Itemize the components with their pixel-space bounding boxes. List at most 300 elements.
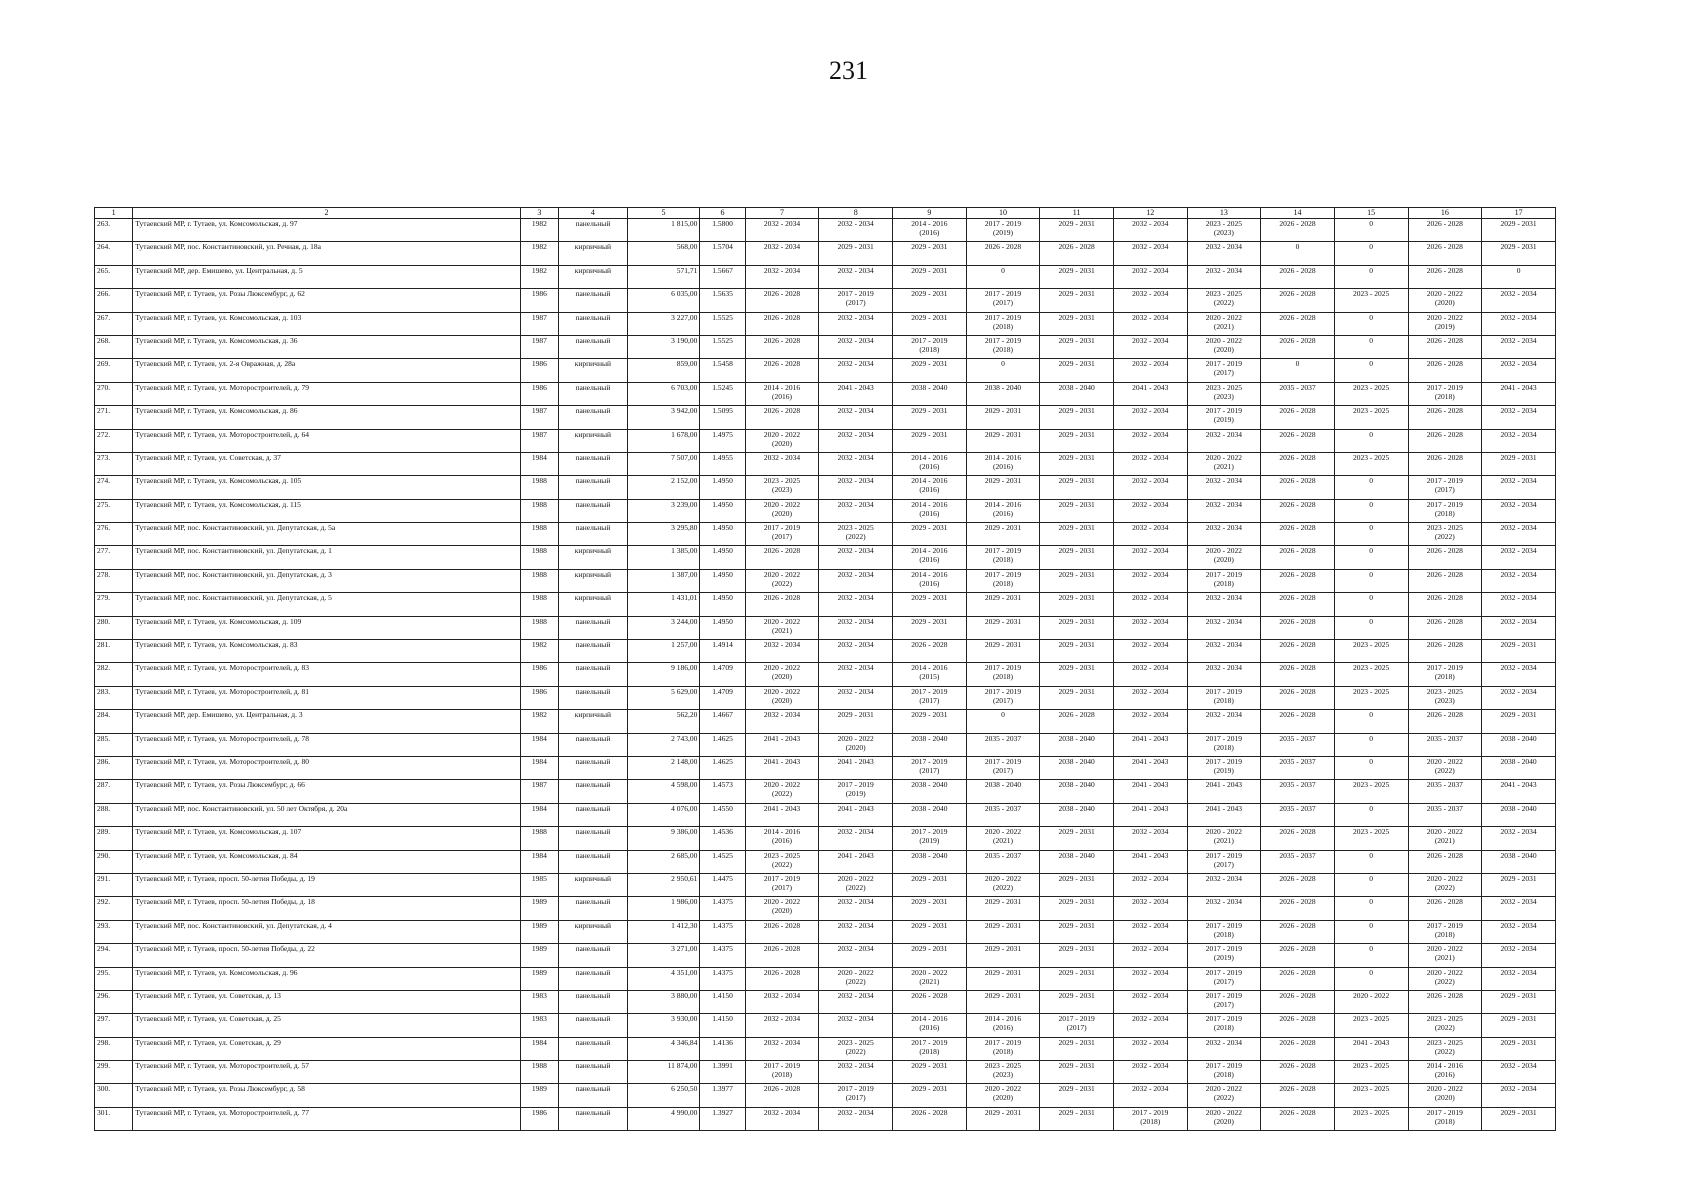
table-cell: 2026 - 2028 [893,1107,967,1130]
table-cell: 2029 - 2031 [1040,476,1114,499]
table-cell: 2020 - 2022 (2022) [819,873,893,896]
column-header: 7 [745,208,819,219]
table-cell: 2017 - 2019 (2018) [966,569,1040,592]
table-cell: 2029 - 2031 [966,967,1040,990]
table-cell: 2020 - 2022 (2020) [819,733,893,756]
table-cell: 2035 - 2037 [1408,803,1482,826]
table-cell: 1986 [520,382,558,405]
table-cell: Тутаевский МР, г. Тутаев, ул. Розы Люксембург, д. 58 [133,1084,520,1107]
table-cell: Тутаевский МР, г. Тутаев, ул. Комсомольская, д. 84 [133,850,520,873]
table-cell: 2017 - 2019 (2018) [1187,686,1261,709]
table-cell: 2029 - 2031 [1040,944,1114,967]
table-row [95,990,1556,1013]
column-header: 4 [559,208,628,219]
table-cell: 2026 - 2028 [893,640,967,663]
table-cell: 2020 - 2022 (2021) [1187,312,1261,335]
table-cell: 1.3977 [700,1084,745,1107]
table-cell: 293. [95,920,133,943]
table-cell: 2026 - 2028 [1040,242,1114,265]
table-cell: 2035 - 2037 [1261,382,1335,405]
table-row [95,944,1556,967]
table-cell: 2029 - 2031 [1482,873,1556,896]
table-cell: 2014 - 2016 (2016) [966,1014,1040,1037]
table-cell: 2023 - 2025 [1334,1014,1408,1037]
table-cell: 0 [1334,523,1408,546]
table-cell: 0 [1334,429,1408,452]
table-cell: 2029 - 2031 [893,616,967,639]
table-cell: 2026 - 2028 [1408,710,1482,733]
table-cell: 2017 - 2019 (2018) [966,546,1040,569]
table-cell: 2017 - 2019 (2017) [745,873,819,896]
column-header: 3 [520,208,558,219]
table-cell: 2020 - 2022 (2022) [1187,1084,1261,1107]
table-cell: 2038 - 2040 [1482,803,1556,826]
table-cell: 1987 [520,335,558,358]
table-cell: 0 [1334,242,1408,265]
table-cell: 0 [1334,476,1408,499]
table-row [95,756,1556,779]
table-cell: 1.4375 [700,944,745,967]
table-cell: 2020 - 2022 (2020) [966,1084,1040,1107]
table-cell: 299. [95,1061,133,1084]
table-cell: 2017 - 2019 (2019) [1187,756,1261,779]
table-cell: 2026 - 2028 [1040,710,1114,733]
table-cell: 2032 - 2034 [1113,640,1187,663]
table-cell: 2029 - 2031 [966,616,1040,639]
table-cell: 2032 - 2034 [1187,499,1261,522]
table-cell: 4 076,00 [627,803,700,826]
table-cell: 2029 - 2031 [819,710,893,733]
table-cell: 2029 - 2031 [893,1084,967,1107]
table-cell: 2032 - 2034 [1113,944,1187,967]
table-cell: 278. [95,569,133,592]
table-cell: 2017 - 2019 (2018) [1187,569,1261,592]
table-cell: 2017 - 2019 (2018) [966,1037,1040,1060]
table-cell: 2041 - 2043 [1482,780,1556,803]
table-cell: 2017 - 2019 (2017) [1187,990,1261,1013]
table-cell: 270. [95,382,133,405]
table-cell: 2026 - 2028 [966,242,1040,265]
table-row [95,265,1556,288]
table-cell: 2032 - 2034 [1187,616,1261,639]
column-header: 5 [627,208,700,219]
table-row [95,593,1556,616]
table-cell: 2017 - 2019 (2018) [966,663,1040,686]
table-cell: 2026 - 2028 [1408,546,1482,569]
table-cell: кирпичный [559,710,628,733]
table-cell: 2026 - 2028 [1261,523,1335,546]
table-cell: 2014 - 2016 (2016) [745,827,819,850]
table-cell: 280. [95,616,133,639]
table-cell: 2032 - 2034 [1113,289,1187,312]
table-cell: 2032 - 2034 [1113,873,1187,896]
table-cell: 291. [95,873,133,896]
table-cell: панельный [559,312,628,335]
table-cell: 3 942,00 [627,406,700,429]
table-cell: 2032 - 2034 [1482,476,1556,499]
table-cell: 1986 [520,663,558,686]
table-cell: 2032 - 2034 [1482,897,1556,920]
table-cell: 2032 - 2034 [1187,523,1261,546]
table-cell: 0 [1334,546,1408,569]
table-row [95,780,1556,803]
table-cell: 2020 - 2022 (2020) [745,499,819,522]
table-cell: 2029 - 2031 [893,1061,967,1084]
table-cell: 2017 - 2019 (2018) [966,335,1040,358]
table-cell: панельный [559,219,628,242]
table-cell: 2041 - 2043 [819,382,893,405]
housing-register-table [94,207,1556,1131]
table-cell: 1.4667 [700,710,745,733]
table-cell: 2029 - 2031 [1040,1037,1114,1060]
table-cell: 2026 - 2028 [745,944,819,967]
table-cell: Тутаевский МР, пос. Константиновский, ул. 50 лет Октября, д. 20а [133,803,520,826]
table-cell: 2026 - 2028 [1408,850,1482,873]
table-cell: 2026 - 2028 [1408,335,1482,358]
table-row [95,382,1556,405]
table-cell: 2029 - 2031 [1040,827,1114,850]
table-cell: Тутаевский МР, г. Тутаев, ул. 2-я Овражная, д. 28а [133,359,520,382]
table-cell: 2032 - 2034 [1482,359,1556,382]
table-cell: Тутаевский МР, г. Тутаев, ул. Советская, д. 37 [133,452,520,475]
table-cell: 2041 - 2043 [1113,733,1187,756]
table-cell: 0 [966,265,1040,288]
table-cell: 1.4625 [700,733,745,756]
table-cell: 2032 - 2034 [819,1061,893,1084]
table-cell: 2017 - 2019 (2017) [1187,359,1261,382]
table-cell: 2017 - 2019 (2018) [1187,733,1261,756]
table-cell: 277. [95,546,133,569]
table-cell: 2032 - 2034 [1113,1061,1187,1084]
table-cell: 2032 - 2034 [1113,593,1187,616]
table-cell: 279. [95,593,133,616]
table-cell: 2032 - 2034 [1113,967,1187,990]
table-cell: 2023 - 2025 (2022) [1408,523,1482,546]
table-cell: 2035 - 2037 [1261,756,1335,779]
table-cell: 2017 - 2019 (2018) [1187,920,1261,943]
table-cell: 2029 - 2031 [1040,335,1114,358]
table-cell: 2032 - 2034 [819,593,893,616]
table-cell: 2029 - 2031 [1040,920,1114,943]
table-cell: 2 152,00 [627,476,700,499]
table-cell: 2020 - 2022 (2020) [1187,546,1261,569]
table-cell: 2017 - 2019 (2019) [1187,406,1261,429]
table-cell: 2032 - 2034 [745,1037,819,1060]
table-cell: 2032 - 2034 [819,1107,893,1130]
table-cell: 2026 - 2028 [1261,990,1335,1013]
table-cell: 2029 - 2031 [1040,569,1114,592]
table-cell: 2041 - 2043 [1113,850,1187,873]
table-cell: 1988 [520,476,558,499]
table-cell: 2041 - 2043 [819,756,893,779]
table-cell: 2 685,00 [627,850,700,873]
table-cell: 1987 [520,312,558,335]
table-cell: 0 [1334,967,1408,990]
table-cell: 1.4950 [700,476,745,499]
table-cell: 2026 - 2028 [1261,335,1335,358]
table-cell: 2023 - 2025 (2022) [745,850,819,873]
table-cell: 2026 - 2028 [1261,499,1335,522]
table-cell: 0 [966,359,1040,382]
table-cell: 2026 - 2028 [1261,593,1335,616]
table-cell: 2032 - 2034 [1482,944,1556,967]
table-cell: 2032 - 2034 [1113,242,1187,265]
table-cell: 0 [1334,499,1408,522]
table-cell: 2029 - 2031 [966,476,1040,499]
table-cell: 1982 [520,242,558,265]
table-cell: 2035 - 2037 [966,803,1040,826]
table-cell: 2026 - 2028 [1261,1107,1335,1130]
table-cell: 2032 - 2034 [1113,827,1187,850]
table-cell: 2032 - 2034 [819,827,893,850]
table-cell: 2029 - 2031 [1040,1061,1114,1084]
table-cell: 2032 - 2034 [1187,242,1261,265]
table-cell: 2023 - 2025 (2022) [819,1037,893,1060]
table-cell: 1985 [520,873,558,896]
table-cell: 2038 - 2040 [966,780,1040,803]
table-cell: 1 678,00 [627,429,700,452]
table-cell: 2014 - 2016 (2016) [966,499,1040,522]
table-cell: 2029 - 2031 [893,312,967,335]
table-cell: 2023 - 2025 (2023) [1187,219,1261,242]
table-cell: 2032 - 2034 [745,1107,819,1130]
table-cell: 2026 - 2028 [745,312,819,335]
table-cell: Тутаевский МР, г. Тутаев, ул. Комсомольская, д. 103 [133,312,520,335]
table-row [95,803,1556,826]
table-cell: 2032 - 2034 [1482,335,1556,358]
table-cell: 282. [95,663,133,686]
table-cell: 297. [95,1014,133,1037]
table-cell: 2023 - 2025 [1334,1107,1408,1130]
table-cell: 2029 - 2031 [893,242,967,265]
table-cell: 2029 - 2031 [1040,359,1114,382]
table-cell: 273. [95,452,133,475]
table-cell: Тутаевский МР, пос. Константиновский, ул. Депутатская, д. 5 [133,593,520,616]
table-cell: Тутаевский МР, г. Тутаев, просп. 50-летия Победы, д. 18 [133,897,520,920]
table-cell: 6 703,00 [627,382,700,405]
table-cell: 2026 - 2028 [1261,710,1335,733]
table-cell: 2032 - 2034 [819,663,893,686]
table-cell: 0 [1261,242,1335,265]
column-header: 8 [819,208,893,219]
table-cell: 2023 - 2025 [1334,663,1408,686]
table-cell: 2020 - 2022 (2020) [745,897,819,920]
table-cell: 2038 - 2040 [966,382,1040,405]
table-cell: 2032 - 2034 [745,990,819,1013]
table-cell: 2038 - 2040 [1040,780,1114,803]
table-row [95,476,1556,499]
table-cell: 2032 - 2034 [1482,827,1556,850]
table-cell: 3 227,00 [627,312,700,335]
table-cell: 1.4950 [700,523,745,546]
table-cell: 2026 - 2028 [1261,616,1335,639]
table-cell: 1.4950 [700,616,745,639]
table-cell: 2029 - 2031 [893,897,967,920]
table-cell: 2041 - 2043 [1187,803,1261,826]
table-cell: 2029 - 2031 [893,359,967,382]
table-cell: 290. [95,850,133,873]
table-cell: 0 [1334,593,1408,616]
table-cell: 2026 - 2028 [1408,640,1482,663]
table-cell: 1984 [520,1037,558,1060]
table-cell: 2029 - 2031 [1040,640,1114,663]
table-cell: 2029 - 2031 [966,944,1040,967]
table-cell: панельный [559,616,628,639]
table-cell: 1.4950 [700,499,745,522]
table-row [95,569,1556,592]
table-cell: 0 [966,710,1040,733]
table-cell: 2032 - 2034 [819,920,893,943]
table-cell: 2029 - 2031 [1040,452,1114,475]
table-cell: кирпичный [559,359,628,382]
table-cell: 0 [1334,803,1408,826]
table-cell: 284. [95,710,133,733]
table-cell: 2029 - 2031 [1040,616,1114,639]
table-cell: 2026 - 2028 [745,359,819,382]
column-header: 16 [1408,208,1482,219]
table-cell: 263. [95,219,133,242]
table-cell: 1988 [520,569,558,592]
table-cell: 2020 - 2022 (2022) [1408,756,1482,779]
table-cell: 2026 - 2028 [745,289,819,312]
table-cell: 1986 [520,289,558,312]
table-cell: 1.4950 [700,546,745,569]
table-row [95,873,1556,896]
table-cell: 1982 [520,219,558,242]
table-cell: 2026 - 2028 [1408,406,1482,429]
table-cell: 1.4709 [700,663,745,686]
table-cell: 2017 - 2019 (2017) [819,1084,893,1107]
table-cell: 2026 - 2028 [1261,289,1335,312]
table-cell: панельный [559,780,628,803]
table-cell: кирпичный [559,242,628,265]
table-cell: 1989 [520,920,558,943]
table-cell: 266. [95,289,133,312]
table-cell: 2032 - 2034 [819,359,893,382]
table-cell: 2029 - 2031 [966,593,1040,616]
table-cell: панельный [559,827,628,850]
table-cell: 2026 - 2028 [1261,920,1335,943]
table-cell: 2026 - 2028 [745,335,819,358]
table-cell: 562,20 [627,710,700,733]
table-cell: Тутаевский МР, г. Тутаев, ул. Комсомольская, д. 105 [133,476,520,499]
table-cell: 2041 - 2043 [1187,780,1261,803]
table-cell: 2029 - 2031 [893,523,967,546]
table-cell: панельный [559,756,628,779]
table-cell: 2032 - 2034 [819,476,893,499]
table-cell: 2032 - 2034 [1113,1014,1187,1037]
table-cell: панельный [559,1037,628,1060]
table-row [95,452,1556,475]
table-cell: 2032 - 2034 [1113,452,1187,475]
table-cell: 2035 - 2037 [966,850,1040,873]
table-cell: 2029 - 2031 [1482,452,1556,475]
table-row [95,897,1556,920]
table-body [95,219,1556,1131]
table-cell: 3 880,00 [627,990,700,1013]
table-row [95,733,1556,756]
table-cell: панельный [559,897,628,920]
table-cell: 2017 - 2019 (2018) [1187,1014,1261,1037]
table-cell: 2032 - 2034 [1113,1037,1187,1060]
table-row [95,219,1556,242]
table-cell: панельный [559,990,628,1013]
table-cell: 2029 - 2031 [1482,640,1556,663]
table-cell: 283. [95,686,133,709]
table-cell: 2029 - 2031 [966,920,1040,943]
table-cell: 2017 - 2019 (2018) [893,1037,967,1060]
table-cell: 2032 - 2034 [1187,593,1261,616]
table-cell: 2032 - 2034 [1113,265,1187,288]
table-cell: 2032 - 2034 [819,640,893,663]
table-cell: 1.5525 [700,335,745,358]
table-cell: 2023 - 2025 [1334,1061,1408,1084]
table-cell: панельный [559,452,628,475]
table-cell: 287. [95,780,133,803]
table-cell: 2020 - 2022 (2022) [1408,967,1482,990]
table-cell: 2029 - 2031 [893,289,967,312]
table-cell: 4 990,00 [627,1107,700,1130]
table-cell: 1.4475 [700,873,745,896]
table-cell: 2023 - 2025 (2022) [1408,1037,1482,1060]
table-cell: 2026 - 2028 [1408,242,1482,265]
table-cell: Тутаевский МР, г. Тутаев, ул. Розы Люксембург, д. 62 [133,289,520,312]
table-cell: 2026 - 2028 [1261,686,1335,709]
table-cell: 2032 - 2034 [1187,640,1261,663]
table-cell: 1989 [520,967,558,990]
table-cell: Тутаевский МР, г. Тутаев, ул. Розы Люксембург, д. 66 [133,780,520,803]
table-cell: 271. [95,406,133,429]
table-cell: 276. [95,523,133,546]
table-cell: 2029 - 2031 [966,406,1040,429]
table-cell: 2014 - 2016 (2015) [893,663,967,686]
table-cell: панельный [559,944,628,967]
table-cell: 1 385,00 [627,546,700,569]
table-cell: 2026 - 2028 [1261,312,1335,335]
table-cell: 2029 - 2031 [1040,219,1114,242]
table-cell: Тутаевский МР, дер. Емишево, ул. Центральная, д. 3 [133,710,520,733]
table-cell: 294. [95,944,133,967]
table-cell: 2041 - 2043 [819,850,893,873]
table-cell: 1989 [520,897,558,920]
table-cell: 2032 - 2034 [819,499,893,522]
table-cell: 1986 [520,686,558,709]
table-cell: 1.4375 [700,897,745,920]
table-cell: 2032 - 2034 [1482,289,1556,312]
table-cell: 2029 - 2031 [1040,289,1114,312]
table-cell: 2017 - 2019 (2018) [1408,920,1482,943]
table-cell: 2026 - 2028 [1408,990,1482,1013]
table-cell: 2032 - 2034 [819,944,893,967]
table-cell: 2017 - 2019 (2019) [819,780,893,803]
table-cell: 0 [1334,710,1408,733]
table-cell: 2032 - 2034 [1482,616,1556,639]
table-cell: 2023 - 2025 (2023) [1408,686,1482,709]
table-cell: 0 [1334,312,1408,335]
column-header: 2 [133,208,520,219]
table-cell: 2026 - 2028 [1408,593,1482,616]
table-cell: 2017 - 2019 (2019) [893,827,967,850]
table-cell: 2032 - 2034 [819,616,893,639]
table-cell: 1.5458 [700,359,745,382]
table-cell: 2020 - 2022 (2020) [1187,335,1261,358]
table-row [95,406,1556,429]
table-cell: Тутаевский МР, г. Тутаев, ул. Советская, д. 13 [133,990,520,1013]
table-row [95,359,1556,382]
table-cell: 2029 - 2031 [966,523,1040,546]
table-cell: панельный [559,733,628,756]
table-cell: 2032 - 2034 [1482,312,1556,335]
